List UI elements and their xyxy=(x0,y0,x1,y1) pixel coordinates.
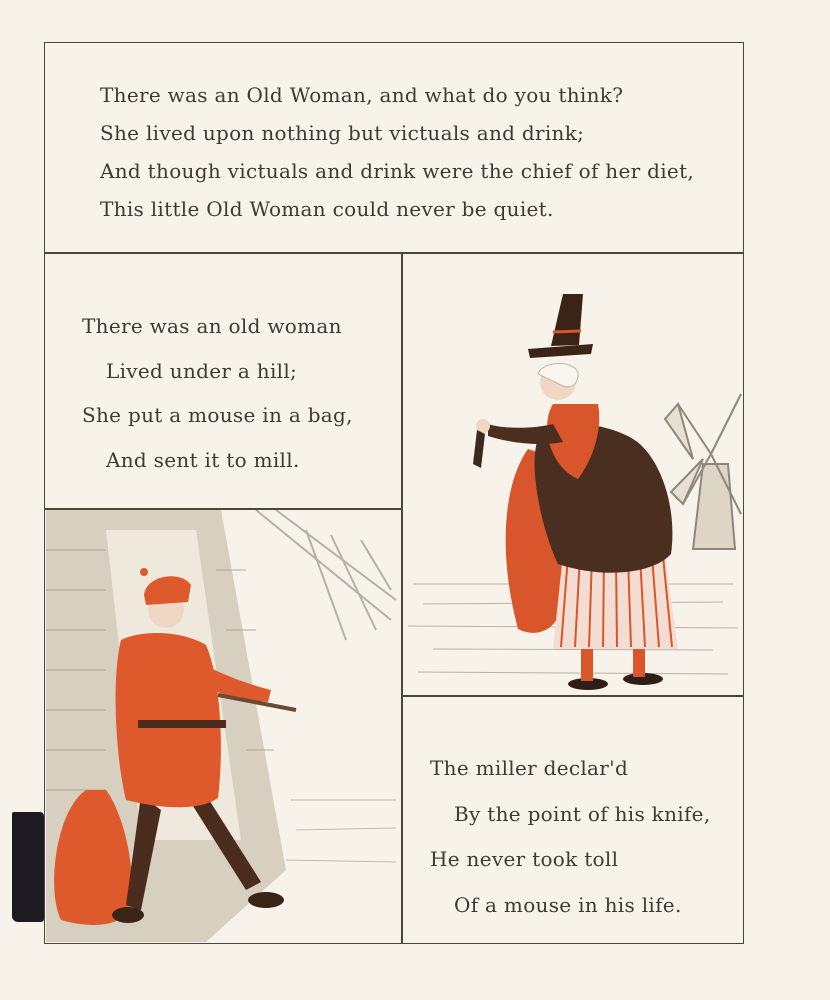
verse-line: Lived under a hill; xyxy=(106,358,298,383)
verse-line: She put a mouse in a bag, xyxy=(82,403,353,427)
verse-line: There was an old woman xyxy=(82,314,342,338)
windmill-icon xyxy=(665,394,741,549)
old-woman-drawing xyxy=(403,254,743,694)
verse-old-woman-hill xyxy=(82,304,353,482)
mouse-icon xyxy=(473,430,485,468)
page-tear-mark xyxy=(12,812,44,922)
miller-drawing xyxy=(46,510,401,942)
illustration-old-woman xyxy=(403,254,743,694)
verse-line: There was an Old Woman, and what do you think? xyxy=(100,83,624,107)
verse-miller xyxy=(430,746,710,928)
verse-line: He never took toll xyxy=(430,847,619,871)
verse-line: And sent it to mill. xyxy=(106,447,300,472)
verse-line: The miller declar'd xyxy=(430,756,629,780)
verse-old-woman-diet xyxy=(100,76,694,228)
verse-line: Of a mouse in his life. xyxy=(454,892,682,917)
verse-line: She lived upon nothing but victuals and drink; xyxy=(100,121,585,145)
verse-line: And though victuals and drink were the chief of her diet, xyxy=(100,159,695,183)
verse-line: By the point of his knife, xyxy=(454,801,711,826)
illustration-miller xyxy=(46,510,401,942)
divider-right-middle xyxy=(401,695,744,697)
verse-line: This little Old Woman could never be quiet. xyxy=(100,197,554,221)
